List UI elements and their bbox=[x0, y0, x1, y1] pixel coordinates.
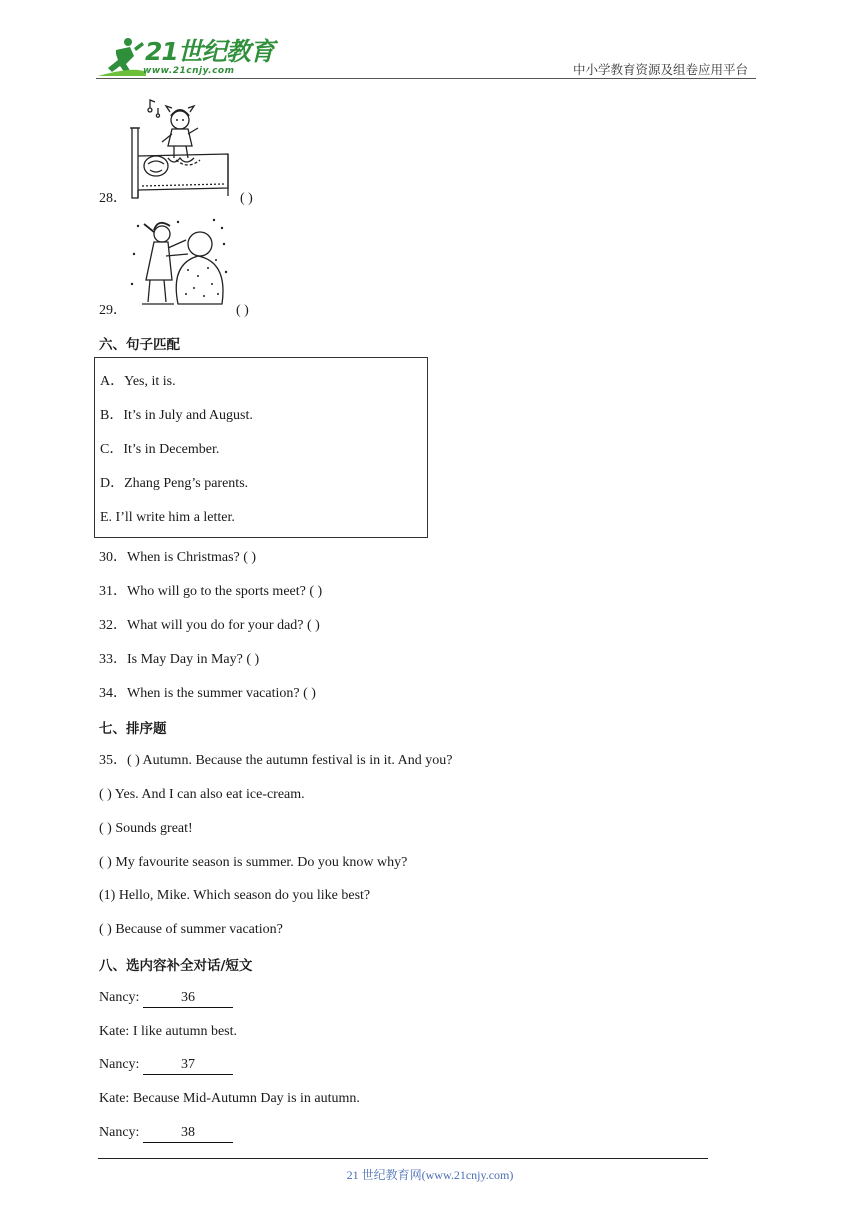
section-6-title: 六、句子匹配 bbox=[99, 337, 180, 353]
question-31[interactable]: 31．Who will go to the sports meet? ( ) bbox=[99, 584, 323, 599]
dialogue-line-kate-2: Kate: Because Mid-Autumn Day is in autumn. bbox=[99, 1091, 360, 1106]
option-e: E. I’ll write him a letter. bbox=[100, 510, 235, 525]
blank-38[interactable]: 38 bbox=[143, 1124, 233, 1143]
option-a: A．Yes, it is. bbox=[100, 374, 176, 389]
speaker-nancy: Nancy: bbox=[99, 1125, 143, 1140]
ordering-line-6[interactable]: ( ) Because of summer vacation? bbox=[99, 922, 283, 937]
question-34[interactable]: 34．When is the summer vacation? ( ) bbox=[99, 686, 316, 701]
header-platform-name: 中小学教育资源及组卷应用平台 bbox=[573, 62, 749, 77]
ordering-line-1[interactable]: 35．( ) Autumn. Because the autumn festival is in it. And you? bbox=[99, 753, 453, 768]
girl-building-snowman-picture bbox=[128, 214, 228, 310]
question-29-answer-blank[interactable]: ( ) bbox=[236, 303, 249, 318]
dialogue-line-kate-1: Kate: I like autumn best. bbox=[99, 1024, 238, 1039]
blank-37[interactable]: 37 bbox=[143, 1056, 233, 1075]
ordering-line-3[interactable]: ( ) Sounds great! bbox=[99, 821, 193, 836]
footer-divider bbox=[98, 1158, 708, 1159]
question-28-answer-blank[interactable]: ( ) bbox=[240, 191, 253, 206]
ordering-line-2[interactable]: ( ) Yes. And I can also eat ice-cream. bbox=[99, 787, 305, 802]
question-29-number: 29． bbox=[99, 303, 127, 318]
dialogue-line-37 bbox=[99, 1056, 233, 1075]
option-b: B．It’s in July and August. bbox=[100, 408, 253, 423]
dialogue-line-36 bbox=[99, 989, 233, 1008]
speaker-nancy: Nancy: bbox=[99, 990, 143, 1005]
ordering-line-5: (1) Hello, Mike. Which season do you like best? bbox=[99, 888, 371, 903]
question-32[interactable]: 32．What will you do for your dad? ( ) bbox=[99, 618, 320, 633]
footer-text: 21 世纪教育网(www.21cnjy.com) bbox=[346, 1168, 514, 1182]
option-c: C．It’s in December. bbox=[100, 442, 220, 457]
header-divider bbox=[96, 78, 756, 79]
section-7-title: 七、排序题 bbox=[99, 721, 167, 737]
logo-url: www.21cnjy.com bbox=[143, 66, 235, 76]
section-8-title: 八、选内容补全对话/短文 bbox=[99, 958, 253, 974]
dialogue-line-38 bbox=[99, 1124, 233, 1143]
girl-on-bed-picture bbox=[128, 98, 232, 200]
question-28-number: 28． bbox=[99, 191, 127, 206]
blank-36[interactable]: 36 bbox=[143, 989, 233, 1008]
logo-text: 21世纪教育 bbox=[145, 37, 274, 66]
question-30[interactable]: 30．When is Christmas? ( ) bbox=[99, 550, 257, 565]
speaker-nancy: Nancy: bbox=[99, 1057, 143, 1072]
ordering-line-4[interactable]: ( ) My favourite season is summer. Do you know why? bbox=[99, 855, 408, 870]
option-d: D．Zhang Peng’s parents. bbox=[100, 476, 249, 491]
question-33[interactable]: 33．Is May Day in May? ( ) bbox=[99, 652, 260, 667]
